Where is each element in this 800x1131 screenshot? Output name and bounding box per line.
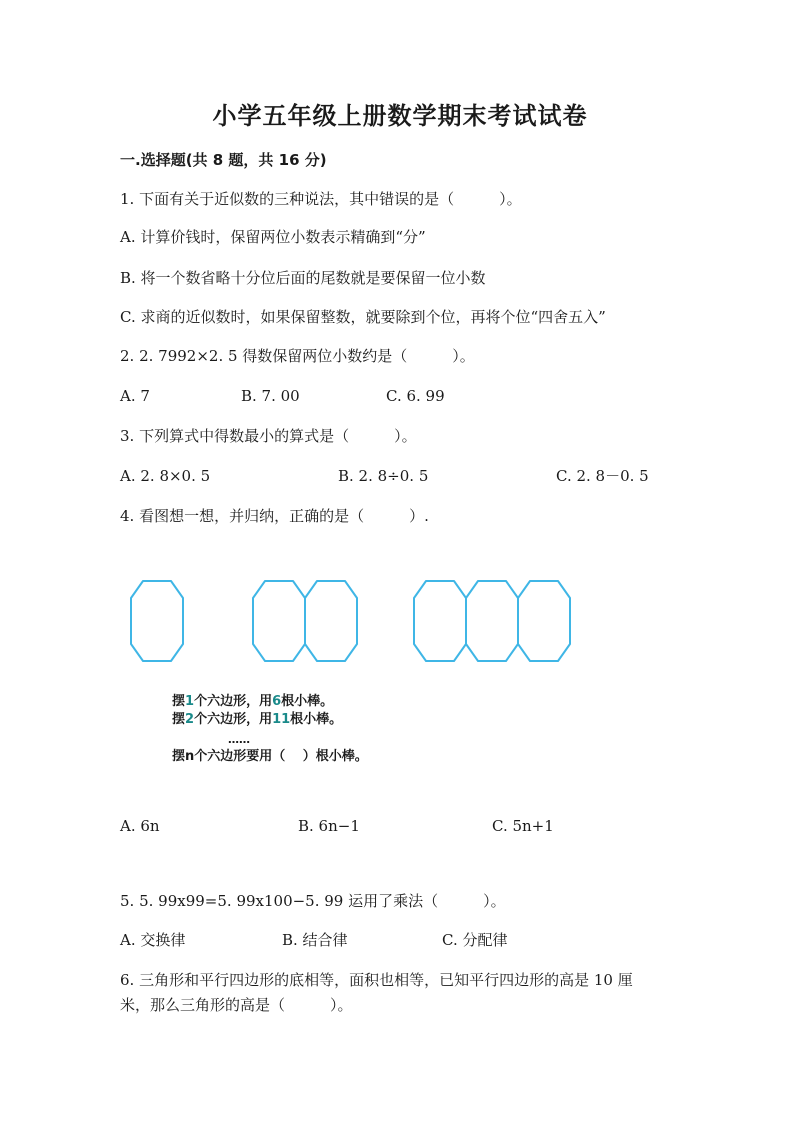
caption-text: 个六边形，用 (194, 712, 273, 727)
caption-variable: n (185, 749, 195, 764)
question-6-line-1: 6. 三角形和平行四边形的底相等，面积也相等，已知平行四边形的高是 10 厘 (120, 971, 633, 989)
question-2-option-c: C. 6. 99 (386, 387, 445, 405)
question-1-option-b: B. 将一个数省略十分位后面的尾数就是要保留一位小数 (120, 269, 486, 287)
question-4-option-a: A. 6n (120, 817, 160, 835)
figure-caption-line-1 (172, 693, 333, 711)
question-1-stem: 1. 下面有关于近似数的三种说法，其中错误的是（ ）。 (120, 190, 522, 208)
question-5-option-b: B. 结合律 (282, 931, 348, 949)
question-2-stem: 2. 2. 7992×2. 5 得数保留两位小数约是（ ）。 (120, 347, 475, 365)
question-3-stem: 3. 下列算式中得数最小的算式是（ ）。 (120, 427, 417, 445)
caption-number: 11 (272, 712, 291, 727)
caption-text: 摆 (172, 694, 186, 709)
hexagon-shape (131, 581, 183, 661)
question-4-option-b: B. 6n−1 (298, 817, 360, 835)
caption-text: 摆 (172, 749, 186, 764)
hexagon-shape (253, 581, 305, 661)
hexagon-shape (305, 581, 357, 661)
question-4-option-c: C. 5n+1 (492, 817, 554, 835)
caption-text: 根小棒。 (290, 712, 343, 727)
caption-text: 个六边形要用（ ）根小棒。 (194, 749, 368, 764)
question-1-option-c: C. 求商的近似数时，如果保留整数，就要除到个位，再将个位“四舍五入” (120, 308, 606, 326)
figure-caption-ellipsis: …… (228, 733, 250, 746)
question-6-line-2: 米，那么三角形的高是（ ）。 (120, 996, 353, 1014)
caption-number: 1 (185, 694, 195, 709)
question-4-stem: 4. 看图想一想，并归纳，正确的是（ ）. (120, 507, 429, 525)
caption-text: 根小棒。 (281, 694, 334, 709)
question-3-option-c: C. 2. 8－0. 5 (556, 467, 649, 485)
hexagon-shape (518, 581, 570, 661)
caption-number: 2 (185, 712, 195, 727)
page-title: 小学五年级上册数学期末考试试卷 (212, 101, 588, 130)
hexagon-shape (466, 581, 518, 661)
question-5-option-c: C. 分配律 (442, 931, 508, 949)
caption-text: 摆 (172, 712, 186, 727)
section-heading: 一.选择题(共 8 题，共 16 分) (120, 151, 327, 169)
question-2-option-b: B. 7. 00 (241, 387, 300, 405)
figure-caption-line-2 (172, 711, 342, 729)
caption-number: 6 (272, 694, 282, 709)
question-3-option-b: B. 2. 8÷0. 5 (338, 467, 429, 485)
question-1-option-a: A. 计算价钱时，保留两位小数表示精确到“分” (120, 228, 426, 246)
question-5-stem: 5. 5. 99x99=5. 99x100−5. 99 运用了乘法（ ）。 (120, 892, 506, 910)
caption-text: 个六边形，用 (194, 694, 273, 709)
hexagon-shape (414, 581, 466, 661)
question-3-option-a: A. 2. 8×0. 5 (120, 467, 211, 485)
figure-caption-line-3 (172, 748, 368, 766)
question-2-option-a: A. 7 (120, 387, 150, 405)
question-5-option-a: A. 交换律 (120, 931, 186, 949)
